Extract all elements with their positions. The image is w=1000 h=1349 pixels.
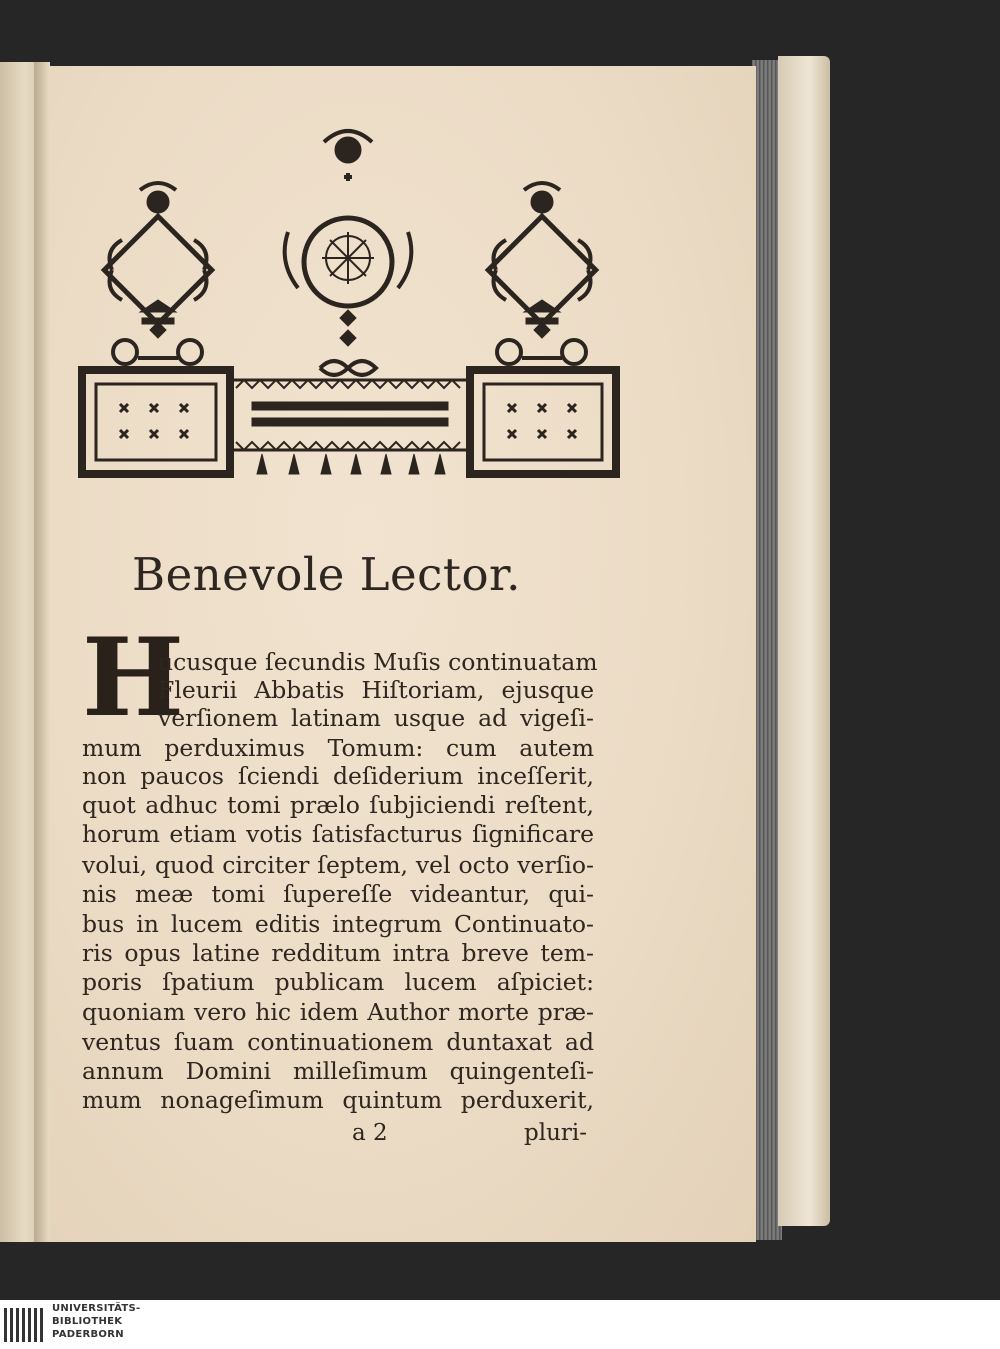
logo-line: BIBLIOTHEK (52, 1316, 123, 1327)
text-line: ventus ſuam continuationem duntaxat ad (82, 1028, 594, 1056)
text-line: quot adhuc tomi prælo ſubjiciendi reſtent, (82, 791, 594, 819)
page-heading: Benevole Lector. (132, 548, 521, 601)
text-line: non paucos ſciendi deſiderium inceſſerit, (82, 762, 594, 790)
text-line: nis meæ tomi ſupereſſe videantur, qui- (82, 880, 594, 908)
text-line: annum Domini milleſimum quingenteſi- (82, 1057, 594, 1085)
text-line: ris opus latine redditum intra breve tem- (82, 939, 594, 967)
ornamental-headpiece-icon (40, 62, 640, 492)
catchword: pluri- (524, 1120, 588, 1146)
drop-cap: H (82, 615, 185, 741)
text-line: Fleurii Abbatis Hiſtoriam, ejusque (158, 676, 594, 704)
footer-bar (0, 1300, 1000, 1349)
text-line: volui, quod circiter ſeptem, vel octo verſio- (82, 851, 594, 879)
text-line: mum perduximus Tomum: cum autem (82, 734, 594, 762)
library-logo-icon (4, 1308, 48, 1342)
text-line: bus in lucem editis integrum Continuato- (82, 910, 594, 938)
book-cover (778, 56, 830, 1226)
text-line: quoniam vero hic idem Author morte præ- (82, 998, 594, 1026)
library-logo-text (52, 1302, 141, 1341)
signature-mark: a 2 (352, 1120, 388, 1146)
logo-line: UNIVERSITÄTS- (52, 1303, 141, 1314)
text-line: verſionem latinam usque ad vigeſi- (158, 704, 594, 732)
text-line: ucusque ſecundis Muſis continuatam (158, 648, 598, 676)
text-line: poris ſpatium publicam lucem aſpiciet: (82, 968, 594, 996)
text-line: horum etiam votis ſatisfacturus ſignificare (82, 820, 594, 848)
text-line: mum nonageſimum quintum perduxerit, (82, 1086, 594, 1114)
logo-line: PADERBORN (52, 1329, 124, 1340)
